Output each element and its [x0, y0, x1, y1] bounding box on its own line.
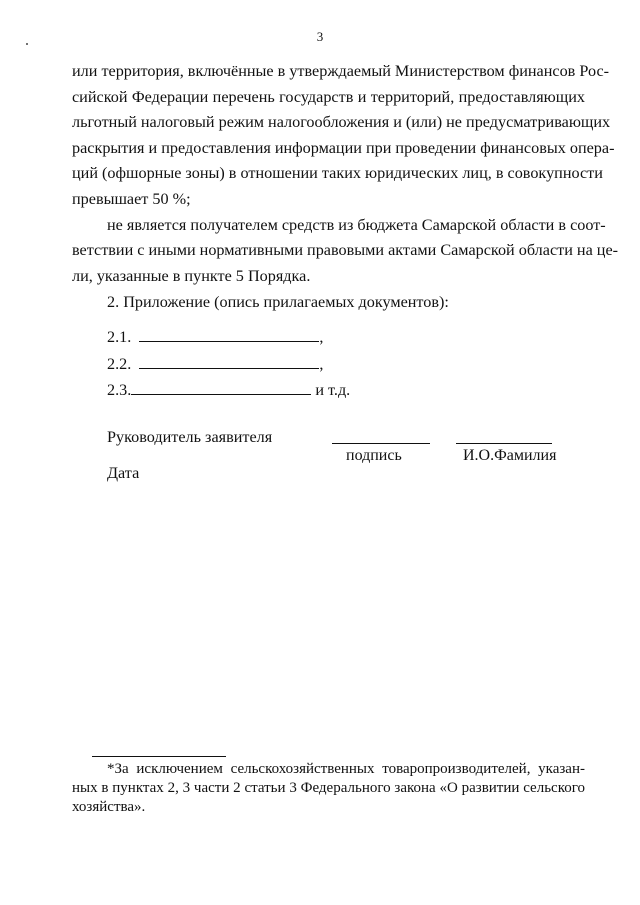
paragraph-line: сийской Федерации перечень государств и территорий, предоставляющих [72, 88, 585, 106]
name-caption: И.О.Фамилия [463, 447, 557, 464]
attachment-suffix: , [319, 355, 324, 373]
footnote-line: ных в пунктах 2, 3 части 2 статьи 3 Федерального закона «О развитии сельского [72, 780, 585, 796]
attachment-item [107, 353, 323, 374]
attachment-suffix: и т.д. [311, 381, 351, 399]
signature-caption: подпись [346, 447, 402, 464]
paragraph-line: или территория, включённые в утверждаемый Министерством финансов Рос- [72, 62, 610, 80]
paragraph-line: ветствии с иными нормативными правовыми актами Самарской области на це- [72, 241, 619, 259]
attachment-blank-field[interactable] [131, 379, 311, 395]
paragraph-line: ций (офшорные зоны) в отношении таких юридических лиц, в совокупности [72, 164, 603, 182]
footnote-line: хозяйства». [72, 799, 146, 815]
footnote-line: *За исключением сельскохозяйственных товаропроизводителей, указан- [107, 761, 585, 777]
paragraph-line: ли, указанные в пункте 5 Порядка. [72, 267, 311, 285]
attachment-item [107, 379, 350, 400]
page-number: 3 [316, 29, 324, 44]
date-label: Дата [107, 464, 140, 482]
attachments-heading: 2. Приложение (опись прилагаемых документов): [107, 293, 449, 311]
applicant-head-label: Руководитель заявителя [107, 428, 273, 446]
attachment-number: 2.1. [107, 328, 132, 346]
attachment-number: 2.2. [107, 355, 132, 373]
attachment-suffix: , [319, 328, 324, 346]
attachment-item [107, 326, 323, 347]
name-line[interactable] [456, 443, 552, 444]
footnote-separator [92, 756, 226, 757]
paragraph-line: превышает 50 %; [72, 190, 191, 208]
signature-line[interactable] [332, 443, 430, 444]
scan-speck [26, 43, 28, 45]
paragraph-line: льготный налоговый режим налогообложения и (или) не предусматривающих [72, 113, 611, 131]
attachment-number: 2.3. [107, 381, 132, 399]
paragraph-line: раскрытия и предоставления информации при проведении финансовых опера- [72, 139, 615, 157]
attachment-blank-field[interactable] [139, 326, 319, 342]
paragraph-line: не является получателем средств из бюджета Самарской области в соот- [107, 216, 606, 234]
attachment-blank-field[interactable] [139, 353, 319, 369]
